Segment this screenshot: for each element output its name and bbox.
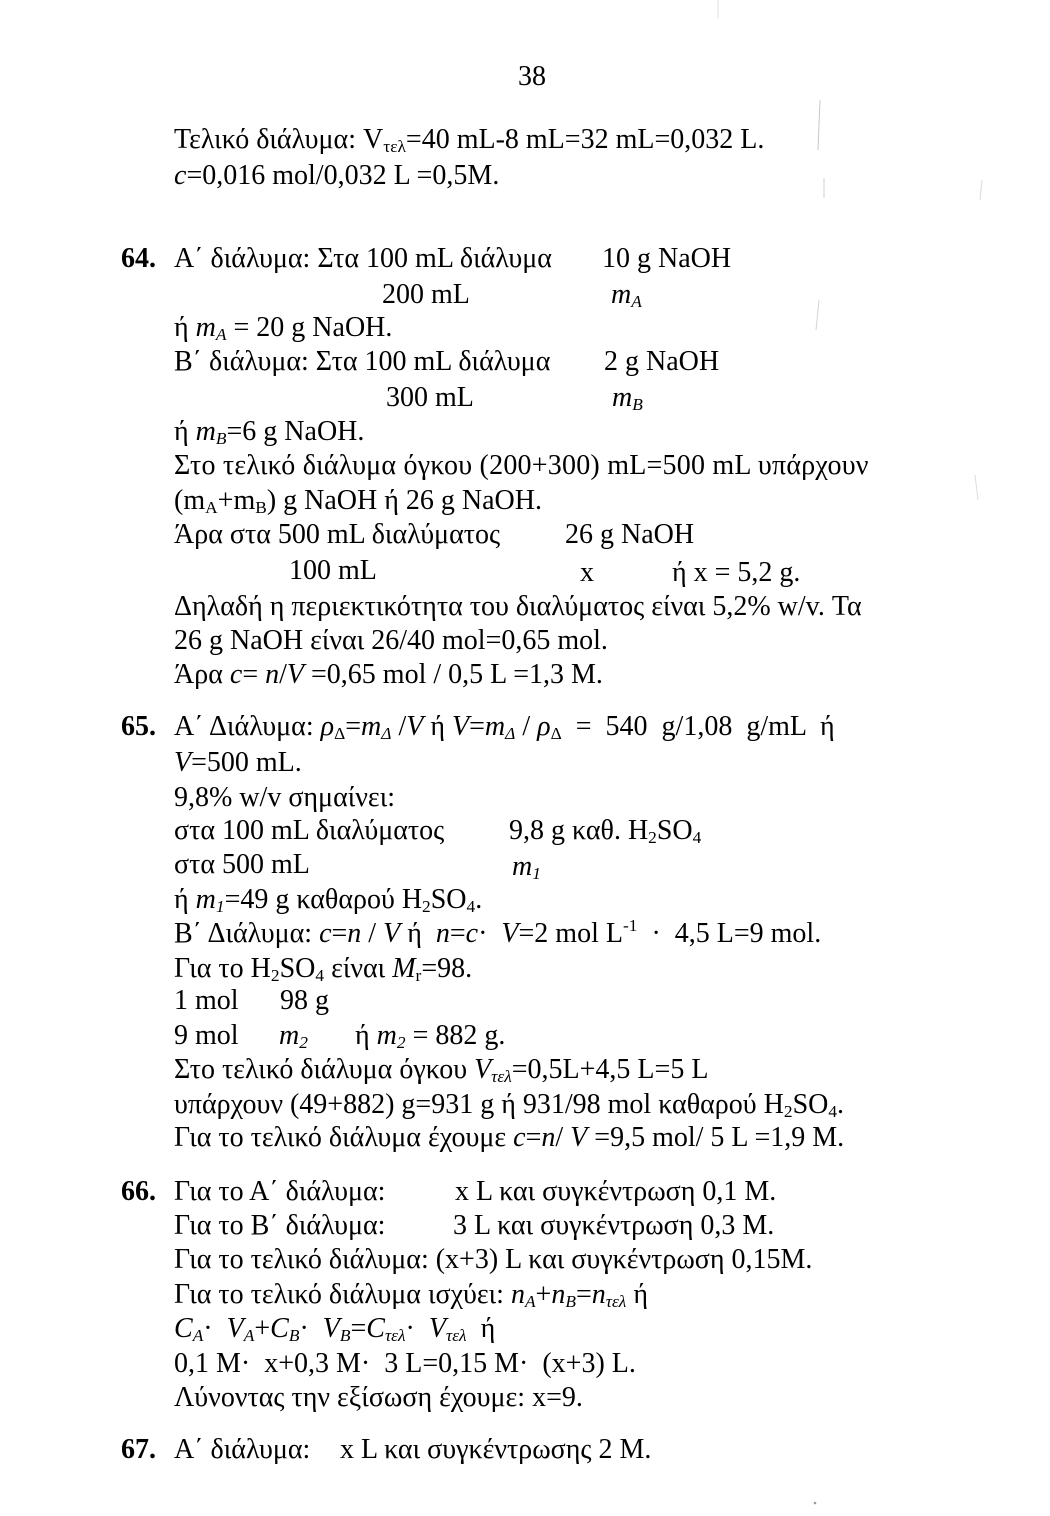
problem-number-64: 64. [121, 243, 156, 274]
p65-line-4b: 9,8 g καθ. $H_2SO_4$ [509, 815, 702, 847]
p65-line-9: 1 mol [174, 985, 239, 1016]
p64-line-10c: ή x = 5,2 g. [672, 557, 801, 588]
p64-line-2: 200 mL [382, 279, 470, 310]
p66-line-3: Για το τελικό διάλυμα: (x+3) L και συγκέντρωση 0,15M. [174, 1244, 813, 1275]
p65-line-10b: $m_2$ [279, 1020, 308, 1052]
p65-line-4: στα 100 mL διαλύματος [174, 815, 445, 846]
p66-line-4: Για το τελικό διάλυμα ισχύει: $n_A+n_B=n_{\tau\varepsilon\lambda}$ ή [174, 1279, 648, 1311]
problem-number-65: 65. [121, 711, 156, 742]
p65-line-8: Για το $H_2SO_4$ είναι $M_r=98$. [174, 953, 473, 985]
p65-line-10: 9 mol [174, 1020, 239, 1051]
p64-line-12: 26 g NaOH είναι 26/40 mol=0,65 mol. [174, 625, 608, 656]
p64-line-6: ή $m_B=6$ g NaOH. [174, 416, 365, 448]
p64-line-10b: x [580, 557, 594, 588]
p64-line-1b: 10 g NaOH [602, 243, 732, 274]
p66-line-2b: 3 L και συγκέντρωση 0,3 M. [453, 1210, 775, 1241]
prev-line-2: c=0,016 mol/0,032 L =0,5M. [174, 160, 500, 191]
p64-line-9: Άρα στα 500 mL διαλύματος [174, 519, 501, 550]
p64-line-9b: 26 g NaOH [565, 519, 695, 550]
p64-line-11: Δηλαδή η περιεκτικότητα του διαλύματος είναι 5,2% w/v. Τα [174, 591, 862, 622]
p64-line-2b: $m_A$ [611, 279, 642, 311]
page-number: 38 [518, 61, 546, 92]
p66-line-7: Λύνοντας την εξίσωση έχουμε: x=9. [174, 1382, 583, 1413]
p65-line-6: ή $m_1=49$ g καθαρού $H_2SO_4$. [174, 884, 483, 916]
p66-line-5: $C_A\cdot V_A+C_B\cdot V_B=C_{\tau\varepsilon\lambda}\cdot V_{\tau\varepsilon\lambda}$ ή [174, 1313, 496, 1345]
p64-line-5: 300 mL [386, 382, 474, 413]
p64-line-3: ή $m_A = 20$ g NaOH. [174, 312, 393, 344]
p64-line-10: 100 mL [289, 555, 377, 586]
prev-line-1: Τελικό διάλυμα: $V_{\tau\varepsilon\lambda}=40$ mL-8 mL=32 mL=0,032 L. [174, 124, 765, 156]
p65-line-7: Β΄ Διάλυμα: c=n / V ή n=c· V=2 mol $L^{-1} \cdot 4,5$ L=9 mol. [174, 916, 822, 949]
p65-line-12: υπάρχουν (49+882) g=931 g ή 931/98 mol καθαρού $H_2SO_4$. [174, 1089, 845, 1121]
p64-line-4b: 2 g NaOH [604, 346, 720, 377]
p65-line-3: 9,8% w/v σημαίνει: [174, 782, 396, 813]
p65-line-1: Α΄ Διάλυμα: $\rho_\Delta=m_\Delta$ /V ή $V=m_\Delta / \rho_\Delta = 540$ g/1,08 g/mL ή [174, 711, 835, 743]
p65-line-11: Στο τελικό διάλυμα όγκου $V_{\tau\varepsilon\lambda}=0,5L+4,5$ L=5 L [174, 1054, 709, 1086]
p64-line-1: Α΄ διάλυμα: Στα 100 mL διάλυμα [174, 243, 552, 274]
p64-line-8: $(m_A+m_B)$ g NaOH ή 26 g NaOH. [174, 485, 542, 517]
p65-line-5b: $m_1$ [512, 851, 541, 883]
p65-line-13: Για το τελικό διάλυμα έχουμε c=n/ V =9,5 mol/ 5 L =1,9 M. [174, 1122, 845, 1153]
p66-line-2: Για το Β΄ διάλυμα: [174, 1210, 386, 1241]
p64-line-13: Άρα c= n/V =0,65 mol / 0,5 L =1,3 M. [174, 659, 603, 690]
p64-line-7: Στο τελικό διάλυμα όγκου (200+300) mL=500 mL υπάρχουν [174, 450, 869, 481]
problem-number-66: 66. [121, 1176, 156, 1207]
p66-line-1b: x L και συγκέντρωση 0,1 M. [455, 1176, 777, 1207]
p66-line-6: 0,1 M· x+0,3 M· 3 L=0,15 M· (x+3) L. [174, 1348, 636, 1379]
p66-line-1: Για το Α΄ διάλυμα: [174, 1176, 386, 1207]
p64-line-5b: $m_B$ [612, 382, 643, 414]
p67-line-1b: x L και συγκέντρωσης 2 M. [340, 1434, 652, 1465]
p65-line-10c: ή $m_2 = 882$ g. [355, 1020, 506, 1052]
p64-line-4: Β΄ διάλυμα: Στα 100 mL διάλυμα [174, 346, 551, 377]
p65-line-9b: 98 g [280, 985, 329, 1016]
p65-line-2: V=500 mL. [174, 747, 302, 778]
problem-number-67: 67. [121, 1434, 156, 1465]
p65-line-5: στα 500 mL [174, 849, 310, 880]
p67-line-1: Α΄ διάλυμα: [174, 1434, 311, 1465]
